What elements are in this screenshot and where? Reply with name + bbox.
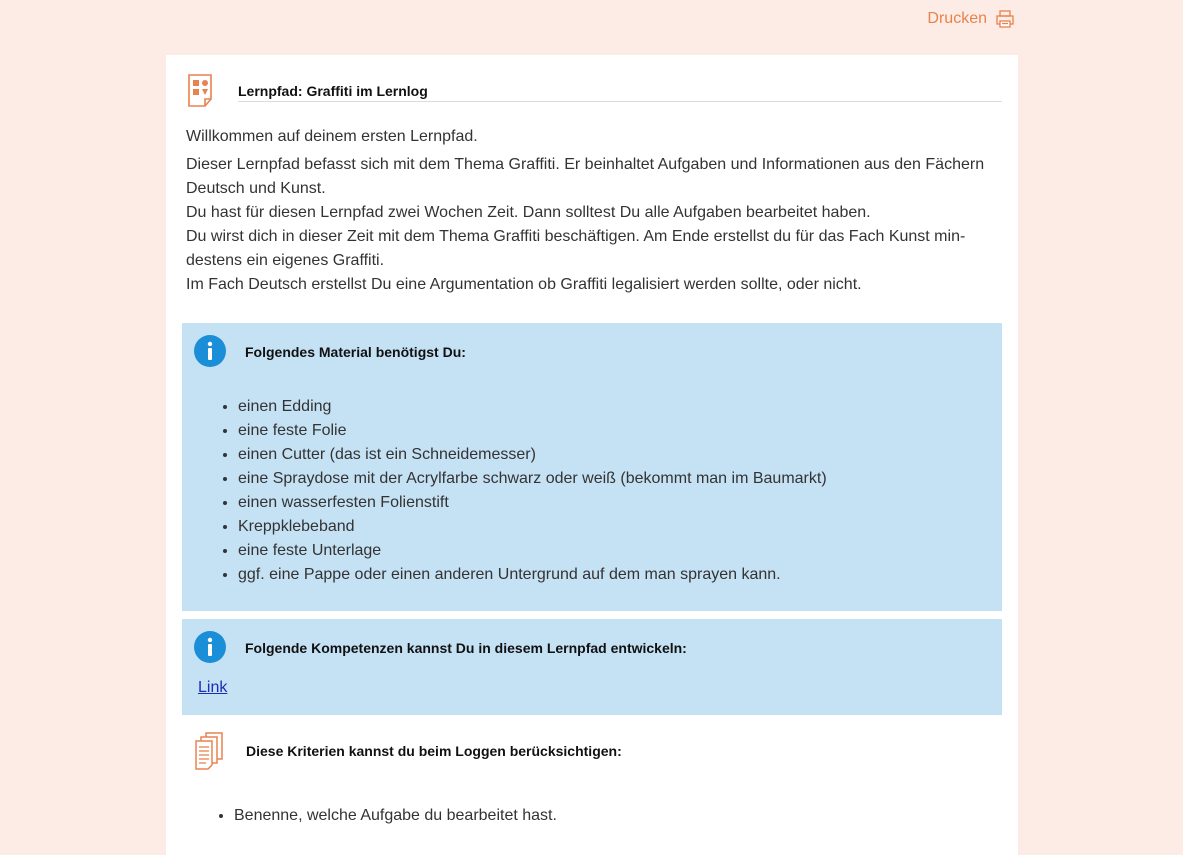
kriterien-title: Diese Kriterien kannst du beim Loggen berücksichtigen:: [246, 743, 622, 759]
documents-stack-icon: [194, 731, 226, 771]
intro-text: [186, 125, 998, 297]
intro-line: Du wirst dich in dieser Zeit mit dem Thema Graffiti beschäftigen. Am Ende erstellst du für das Fach Kunst mindestens ein eigenes Graffiti.: [186, 228, 966, 269]
list-item: • Benenne, welche Aufgabe du bearbeitet hast.: [234, 804, 557, 828]
list-item: • ggf. eine Pappe oder einen anderen Untergrund auf dem man sprayen kann.: [238, 563, 827, 587]
document-shapes-icon: [186, 73, 216, 109]
material-info-box: [182, 323, 1002, 611]
intro-line: Dieser Lernpfad befasst sich mit dem Thema Graffiti. Er beinhaltet Aufgaben und Informationen aus den Fächern Deutsch und Kunst.: [186, 156, 985, 197]
page-title: Lernpfad: Graffiti im Lernlog: [238, 83, 1002, 102]
welcome-text: Willkommen auf deinem ersten Lernpfad.: [186, 128, 478, 145]
list-item: • einen wasserfesten Folienstift: [238, 491, 827, 515]
content-page: [166, 55, 1018, 855]
list-item: • Kreppklebeband: [238, 515, 827, 539]
list-item: • einen Edding: [238, 395, 827, 419]
info-icon: [194, 631, 226, 663]
kriterien-list: [212, 804, 557, 828]
info-icon: [194, 335, 226, 367]
list-item: • einen Cutter (das ist ein Schneidemesser): [238, 443, 827, 467]
material-title: Folgendes Material benötigst Du:: [245, 344, 466, 360]
list-item: • eine feste Folie: [238, 419, 827, 443]
list-item: • eine feste Unterlage: [238, 539, 827, 563]
kompetenzen-title: Folgende Kompetenzen kannst Du in diesem Lernpfad entwickeln:: [245, 640, 687, 656]
material-list: [216, 395, 827, 587]
intro-line: Du hast für diesen Lernpfad zwei Wochen Zeit. Dann solltest Du alle Aufgaben bearbeitet haben.: [186, 204, 871, 221]
page-header: [186, 73, 1002, 107]
kompetenzen-info-box: [182, 619, 1002, 715]
print-label: Drucken: [927, 10, 987, 27]
intro-line: Im Fach Deutsch erstellst Du eine Argumentation ob Graffiti legalisiert werden sollte, oder nicht.: [186, 276, 862, 293]
printer-icon: [995, 9, 1015, 29]
print-button[interactable]: [927, 9, 1015, 29]
kompetenzen-link[interactable]: Link: [198, 679, 228, 696]
list-item: • eine Spraydose mit der Acrylfarbe schwarz oder weiß (bekommt man im Baumarkt): [238, 467, 827, 491]
